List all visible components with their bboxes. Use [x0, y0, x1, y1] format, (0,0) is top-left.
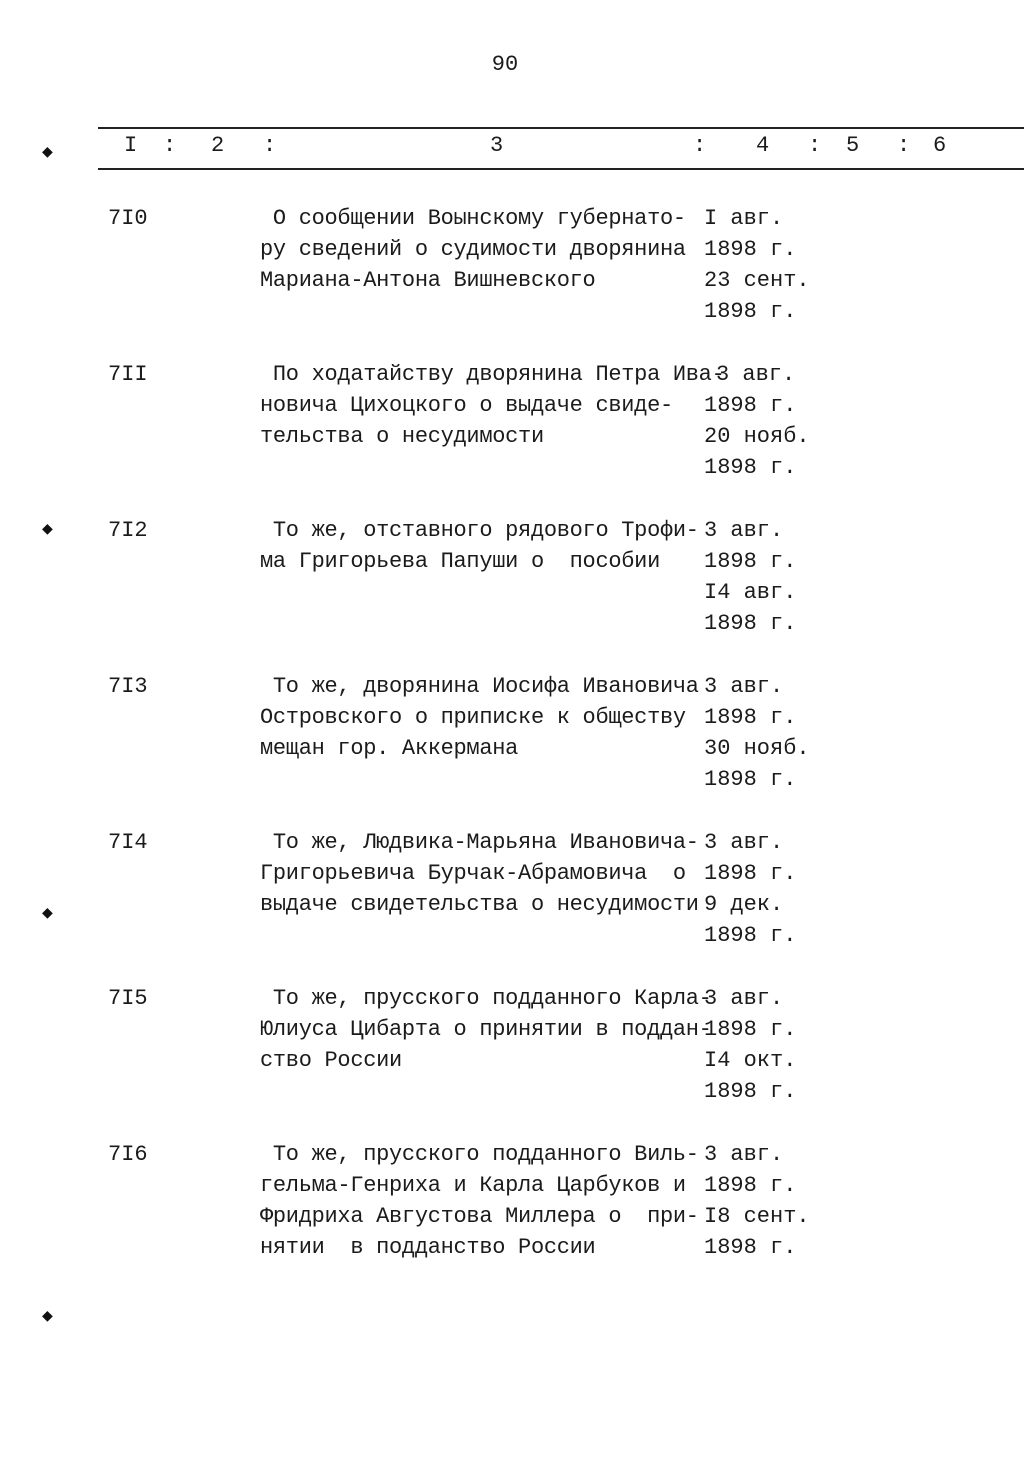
- list-item: [0, 1142, 1024, 1272]
- date-line: 1898 г.: [704, 1235, 797, 1260]
- description-line: нятии в подданство России: [260, 1235, 596, 1260]
- date-line: 20 нояб.: [704, 424, 810, 449]
- page-number: 90: [491, 52, 519, 77]
- list-item: [0, 986, 1024, 1116]
- header-separator: :: [693, 133, 707, 158]
- date-line: 1898 г.: [704, 611, 797, 636]
- description-line: Григорьевича Бурчак-Абрамовича о: [260, 861, 686, 886]
- table-bottom-rule: [98, 168, 1024, 170]
- description-line: О сообщении Воынскому губернато-: [260, 206, 686, 231]
- date-line: 1898 г.: [704, 1173, 797, 1198]
- date-line: 1898 г.: [704, 1079, 797, 1104]
- date-line: I авг.: [704, 206, 784, 231]
- description-line: То же, прусского подданного Карла-: [260, 986, 712, 1011]
- date-line: 1898 г.: [704, 299, 797, 324]
- description-line: мещан гор. Аккермана: [260, 736, 519, 761]
- header-col-4: 4: [756, 133, 770, 158]
- entry-number: 7I0: [108, 206, 148, 231]
- entry-number: 7II: [108, 362, 148, 387]
- description-line: То же, Людвика-Марьяна Ивановича-: [260, 830, 699, 855]
- date-line: I8 сент.: [704, 1204, 810, 1229]
- description-line: То же, отставного рядового Трофи-: [260, 518, 699, 543]
- margin-mark: ◆: [42, 904, 53, 924]
- date-line: 1898 г.: [704, 393, 797, 418]
- description-line: ство России: [260, 1048, 402, 1073]
- header-separator: :: [897, 133, 911, 158]
- description-line: То же, дворянина Иосифа Ивановича: [260, 674, 699, 699]
- header-col-5: 5: [846, 133, 860, 158]
- entry-number: 7I6: [108, 1142, 148, 1167]
- date-line: 9 дек.: [704, 892, 784, 917]
- date-line: 1898 г.: [704, 767, 797, 792]
- date-line: 30 нояб.: [704, 736, 810, 761]
- date-line: 1898 г.: [704, 237, 797, 262]
- description-line: ма Григорьева Папуши о пособии: [260, 549, 660, 574]
- date-line: 3 авг.: [704, 1142, 784, 1167]
- list-item: [0, 518, 1024, 648]
- description-line: По ходатайству дворянина Петра Ива-: [260, 362, 725, 387]
- description-line: ру сведений о судимости дворянина: [260, 237, 686, 262]
- date-line: 1898 г.: [704, 455, 797, 480]
- entry-number: 7I4: [108, 830, 148, 855]
- date-line: I4 окт.: [704, 1048, 797, 1073]
- header-separator: :: [263, 133, 277, 158]
- date-line: I4 авг.: [704, 580, 797, 605]
- header-separator: :: [163, 133, 177, 158]
- entry-number: 7I2: [108, 518, 148, 543]
- description-line: То же, прусского подданного Виль-: [260, 1142, 699, 1167]
- description-line: Островского о приписке к обществу: [260, 705, 686, 730]
- date-line: 23 сент.: [704, 268, 810, 293]
- entry-number: 7I5: [108, 986, 148, 1011]
- date-line: 1898 г.: [704, 705, 797, 730]
- date-line: 1898 г.: [704, 549, 797, 574]
- description-line: Мариана-Антона Вишневского: [260, 268, 596, 293]
- description-line: новича Цихоцкого о выдаче свиде-: [260, 393, 673, 418]
- description-line: гельма-Генриха и Карла Царбуков и: [260, 1173, 686, 1198]
- header-col-6: 6: [933, 133, 947, 158]
- table-top-rule: [98, 127, 1024, 129]
- description-line: Юлиуса Цибарта о принятии в поддан-: [260, 1017, 712, 1042]
- list-item: [0, 830, 1024, 960]
- header-col-2: 2: [211, 133, 225, 158]
- description-line: Фридриха Августова Миллера о при-: [260, 1204, 699, 1229]
- date-line: 3 авг.: [704, 830, 784, 855]
- margin-mark: ◆: [42, 1307, 53, 1327]
- description-line: тельства о несудимости: [260, 424, 544, 449]
- list-item: [0, 674, 1024, 804]
- header-col-1: I: [124, 133, 138, 158]
- description-line: выдаче свидетельства о несудимости: [260, 892, 699, 917]
- date-line: 1898 г.: [704, 1017, 797, 1042]
- date-line: 3 авг.: [704, 674, 784, 699]
- date-line: 3 авг.: [704, 986, 784, 1011]
- date-line: 3 авг.: [716, 362, 796, 387]
- date-line: 1898 г.: [704, 923, 797, 948]
- entry-number: 7I3: [108, 674, 148, 699]
- date-line: 1898 г.: [704, 861, 797, 886]
- date-line: 3 авг.: [704, 518, 784, 543]
- header-separator: :: [808, 133, 822, 158]
- list-item: [0, 206, 1024, 336]
- header-col-3: 3: [490, 133, 504, 158]
- margin-mark: ◆: [42, 520, 53, 540]
- list-item: [0, 362, 1024, 492]
- margin-mark: ◆: [42, 143, 53, 163]
